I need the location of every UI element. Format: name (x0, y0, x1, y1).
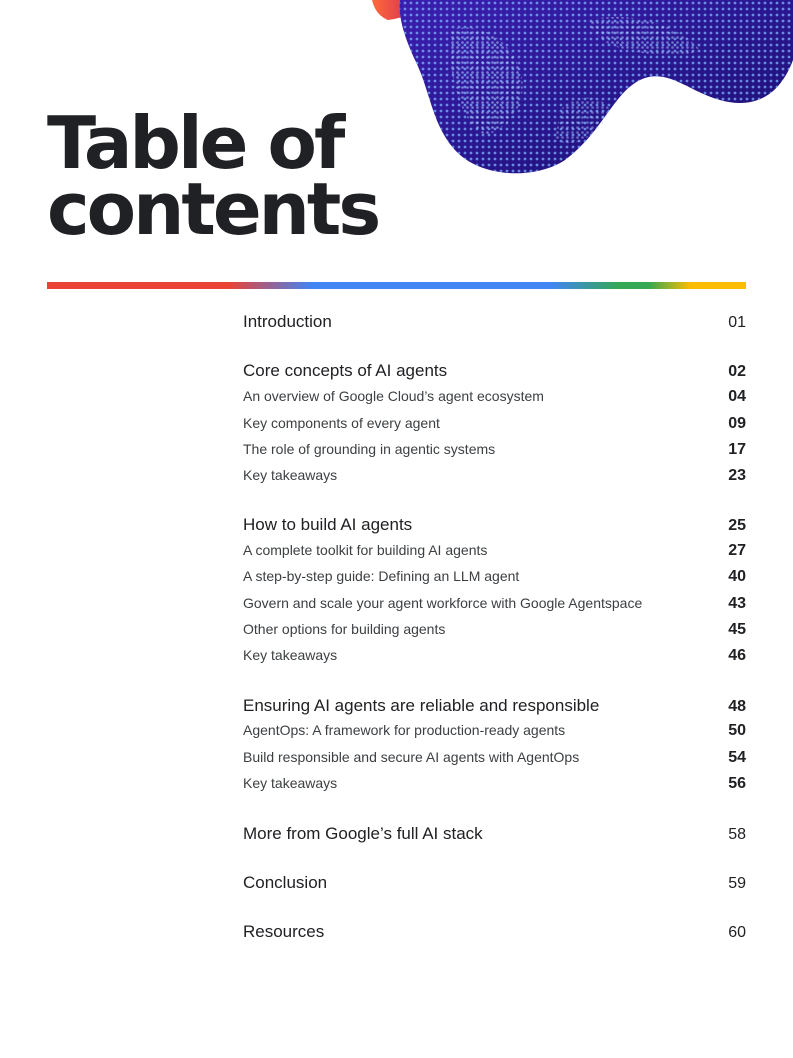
toc-subsection-entry[interactable] (243, 415, 746, 433)
toc-section-entry[interactable] (243, 696, 746, 716)
toc-page-number: 23 (728, 467, 746, 484)
toc-entry-title: Key takeaways (243, 775, 338, 791)
toc-subsection-entry[interactable] (243, 568, 746, 586)
toc-subsection-entry[interactable] (243, 595, 746, 613)
toc-entry-title: More from Google’s full AI stack (243, 824, 483, 843)
toc-subsection-entry[interactable] (243, 749, 746, 767)
toc-page-number: 45 (728, 621, 746, 638)
toc-subsection-entry[interactable] (243, 621, 746, 639)
toc-page-number: 54 (728, 749, 746, 766)
toc-subsection-entry[interactable] (243, 647, 746, 665)
toc-subsection-entry[interactable] (243, 441, 746, 459)
abstract-dotted-wave-illustration (360, 0, 793, 180)
toc-section-entry[interactable] (243, 312, 746, 332)
toc-page-number: 04 (728, 388, 746, 405)
toc-page-number: 40 (728, 568, 746, 585)
toc-subsection-entry[interactable] (243, 542, 746, 560)
toc-entry-title: A step-by-step guide: Defining an LLM agent (243, 568, 520, 584)
toc-page-number: 60 (728, 924, 746, 941)
toc-entry-title: Build responsible and secure AI agents with AgentOps (243, 749, 580, 765)
toc-entry-title: Other options for building agents (243, 621, 446, 637)
toc-entry-title: An overview of Google Cloud’s agent ecosystem (243, 388, 544, 404)
toc-page-number: 25 (728, 517, 746, 534)
toc-page-number: 58 (728, 826, 746, 843)
toc-page-number: 09 (728, 415, 746, 432)
toc-entry-title: How to build AI agents (243, 515, 413, 534)
toc-page-number: 27 (728, 542, 746, 559)
toc-entry-title: A complete toolkit for building AI agents (243, 542, 488, 558)
toc-entry-title: Core concepts of AI agents (243, 361, 448, 380)
toc-entry-title: Key takeaways (243, 647, 338, 663)
toc-entry-title: Resources (243, 922, 325, 941)
toc-entry-title: Conclusion (243, 873, 328, 892)
toc-page-number: 50 (728, 722, 746, 739)
title-line-1: Table of (47, 101, 343, 185)
toc-subsection-entry[interactable] (243, 467, 746, 485)
toc-page-number: 02 (728, 363, 746, 380)
toc-entry-title: Ensuring AI agents are reliable and responsible (243, 696, 600, 715)
toc-section-entry[interactable] (243, 922, 746, 942)
page-title (47, 101, 379, 251)
toc-entry-title: Introduction (243, 312, 332, 331)
toc-page-number: 46 (728, 647, 746, 664)
toc-entry-title: Key components of every agent (243, 415, 440, 431)
toc-page-number: 48 (728, 698, 746, 715)
toc-section-entry[interactable] (243, 824, 746, 844)
toc-page-number: 43 (728, 595, 746, 612)
toc-page-number: 17 (728, 441, 746, 458)
toc-entry-title: AgentOps: A framework for production-ready agents (243, 722, 566, 738)
title-line-2: contents (47, 167, 379, 251)
toc-entry-title: Key takeaways (243, 467, 338, 483)
toc-page-number: 01 (728, 314, 746, 331)
toc-section-entry[interactable] (243, 873, 746, 893)
toc-section-entry[interactable] (243, 361, 746, 381)
toc-entry-title: Govern and scale your agent workforce with Google Agentspace (243, 595, 643, 611)
toc-subsection-entry[interactable] (243, 775, 746, 793)
toc-section-entry[interactable] (243, 515, 746, 535)
rainbow-divider (47, 282, 746, 289)
toc-entry-title: The role of grounding in agentic systems (243, 441, 496, 457)
toc-page-number: 59 (728, 875, 746, 892)
toc-subsection-entry[interactable] (243, 722, 746, 740)
toc-subsection-entry[interactable] (243, 388, 746, 406)
toc-page-number: 56 (728, 775, 746, 792)
